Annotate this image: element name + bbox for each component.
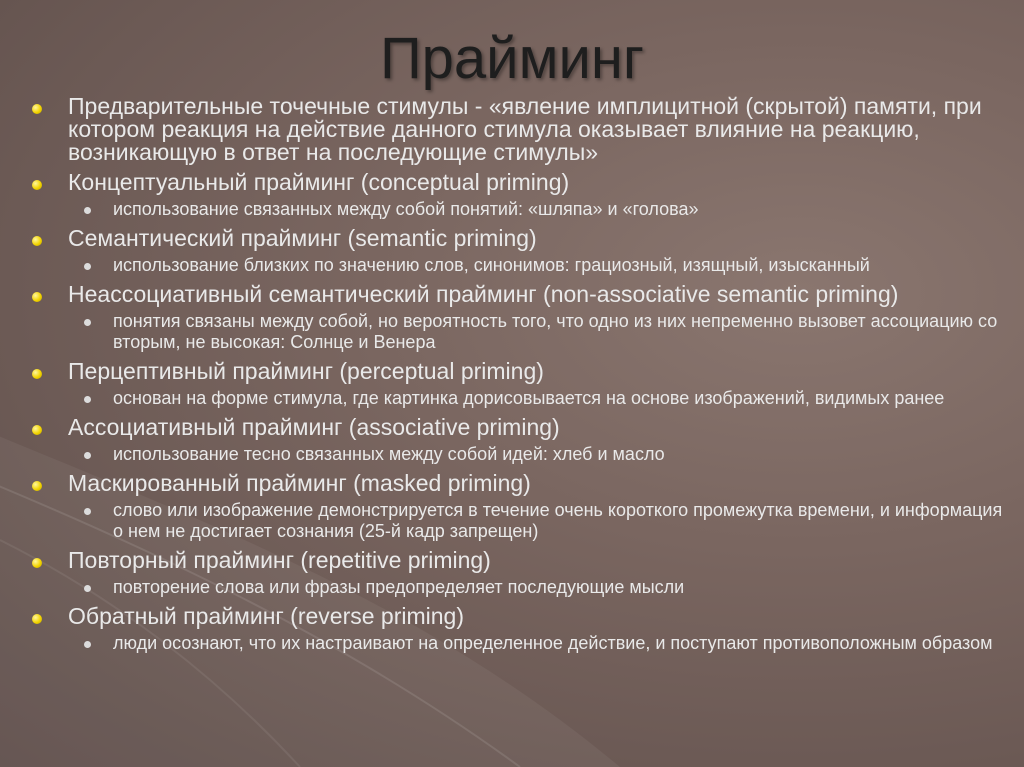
small-dot-bullet-icon bbox=[84, 508, 91, 515]
small-dot-bullet-icon bbox=[84, 452, 91, 459]
small-dot-bullet-icon bbox=[84, 319, 91, 326]
bullet-text: Повторный прайминг (repetitive priming) bbox=[68, 547, 491, 573]
bullet-text: Ассоциативный прайминг (associative priming) bbox=[68, 414, 560, 440]
yellow-dot-bullet-icon bbox=[32, 614, 42, 624]
sub-bullet-text: использование тесно связанных между собой идей: хлеб и масло bbox=[113, 444, 665, 464]
small-dot-bullet-icon bbox=[84, 585, 91, 592]
yellow-dot-bullet-icon bbox=[32, 558, 42, 568]
sub-bullet-text: использование близких по значению слов, синонимов: грациозный, изящный, изысканный bbox=[113, 255, 870, 275]
sub-bullet-text: повторение слова или фразы предопределяет последующие мысли bbox=[113, 577, 685, 597]
bullet-item bbox=[30, 416, 1015, 439]
sub-bullet-text: понятия связаны между собой, но вероятность того, что одно из них непременно вызовет ассоциацию со вторым, не высокая: Солнце и Венера bbox=[113, 311, 998, 352]
bullet-text: Семантический прайминг (semantic priming) bbox=[68, 225, 537, 251]
small-dot-bullet-icon bbox=[84, 263, 91, 270]
sub-bullet-item bbox=[30, 500, 1015, 542]
bullet-text: Обратный прайминг (reverse priming) bbox=[68, 603, 464, 629]
bullet-item bbox=[30, 227, 1015, 250]
sub-bullet-text: использование связанных между собой понятий: «шляпа» и «голова» bbox=[113, 199, 699, 219]
bullet-text: Предварительные точечные стимулы - «явление имплицитной (скрытой) памяти, при котором реакция на действие данного стимула оказывает влияние на реакцию, возникающую в ответ на последующие стимулы» bbox=[68, 93, 982, 165]
sub-bullet-item bbox=[30, 388, 1015, 409]
bullet-item bbox=[30, 472, 1015, 495]
sub-bullet-item bbox=[30, 255, 1015, 276]
bullet-item bbox=[30, 171, 1015, 194]
small-dot-bullet-icon bbox=[84, 207, 91, 214]
bullet-item bbox=[30, 360, 1015, 383]
yellow-dot-bullet-icon bbox=[32, 180, 42, 190]
sub-bullet-item bbox=[30, 311, 1015, 353]
yellow-dot-bullet-icon bbox=[32, 104, 42, 114]
small-dot-bullet-icon bbox=[84, 396, 91, 403]
slide-title: Прайминг bbox=[379, 26, 645, 91]
yellow-dot-bullet-icon bbox=[32, 425, 42, 435]
sub-bullet-item bbox=[30, 444, 1015, 465]
bullet-item bbox=[30, 605, 1015, 628]
bullet-item bbox=[30, 283, 1015, 306]
sub-bullet-text: основан на форме стимула, где картинка дорисовывается на основе изображений, видимых ранее bbox=[113, 388, 945, 408]
bullet-item bbox=[30, 549, 1015, 572]
yellow-dot-bullet-icon bbox=[32, 292, 42, 302]
sub-bullet-item bbox=[30, 577, 1015, 598]
yellow-dot-bullet-icon bbox=[32, 236, 42, 246]
yellow-dot-bullet-icon bbox=[32, 369, 42, 379]
sub-bullet-item bbox=[30, 199, 1015, 220]
bullet-text: Перцептивный прайминг (perceptual priming) bbox=[68, 358, 544, 384]
yellow-dot-bullet-icon bbox=[32, 481, 42, 491]
sub-bullet-text: слово или изображение демонстрируется в течение очень короткого промежутка времени, и информация о нем не достигает сознания (25-й кадр запрещен) bbox=[113, 500, 1003, 541]
small-dot-bullet-icon bbox=[84, 641, 91, 648]
bullet-list bbox=[30, 95, 1015, 654]
sub-bullet-text: люди осознают, что их настраивают на определенное действие, и поступают противоположным образом bbox=[113, 633, 993, 653]
bullet-text: Неассоциативный семантический прайминг (non-associative semantic priming) bbox=[68, 281, 899, 307]
sub-bullet-item bbox=[30, 633, 1015, 654]
bullet-text: Маскированный прайминг (masked priming) bbox=[68, 470, 531, 496]
bullet-text: Концептуальный прайминг (conceptual priming) bbox=[68, 169, 570, 195]
bullet-item bbox=[30, 95, 1015, 164]
